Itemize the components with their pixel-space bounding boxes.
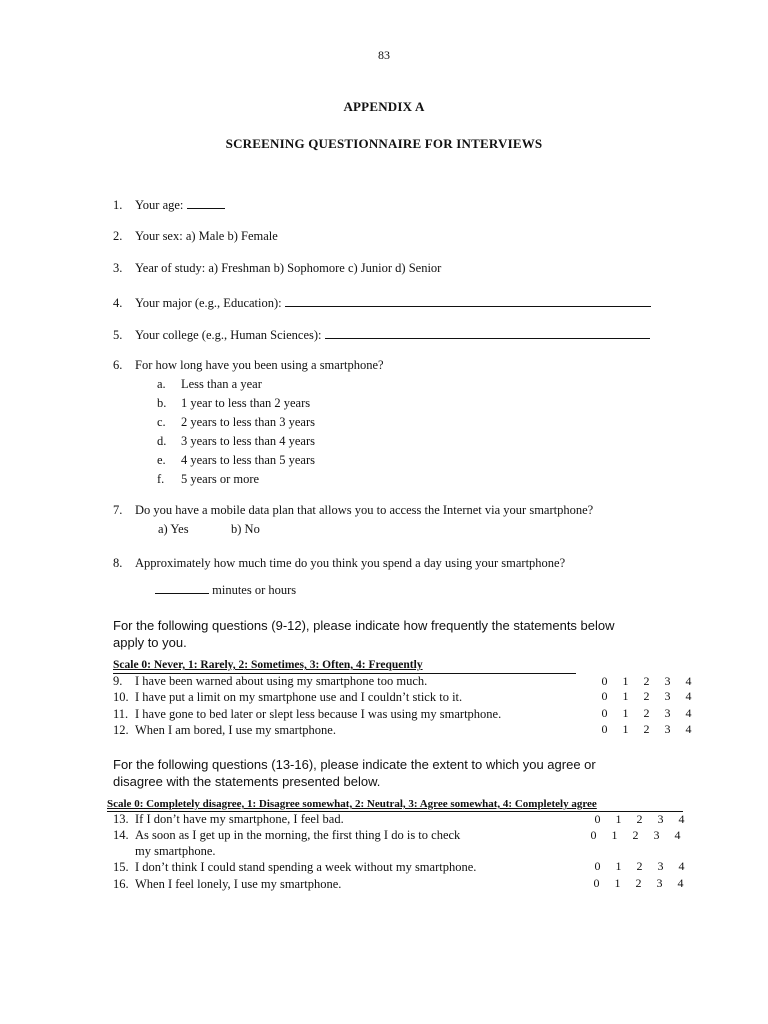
question-number: 2. — [113, 229, 123, 243]
page-number: 83 — [378, 48, 390, 62]
score-option[interactable]: 2 — [635, 876, 642, 890]
question-number: 3. — [113, 261, 123, 275]
option-no[interactable]: b) No — [231, 522, 260, 536]
score-option[interactable]: 1 — [622, 706, 629, 720]
time-answer-suffix: minutes or hours — [212, 583, 297, 597]
section1-intro: For the following questions (9-12), please indicate how frequently the statements below apply to you. — [113, 618, 615, 650]
score-option[interactable]: 3 — [664, 689, 671, 703]
section2-scale: Scale 0: Completely disagree, 1: Disagree somewhat, 2: Neutral, 3: Agree somewhat, 4: Completely agree — [107, 798, 597, 810]
item-number: 12. — [113, 723, 129, 737]
option-text: 2 years to less than 3 years — [181, 415, 315, 429]
option-item[interactable] — [157, 434, 315, 449]
item-11 — [113, 707, 501, 722]
score-options — [594, 706, 699, 721]
time-answer-line[interactable] — [155, 581, 209, 594]
question-number: 8. — [113, 556, 123, 570]
score-options — [594, 722, 699, 737]
item-text: When I feel lonely, I use my smartphone. — [135, 877, 342, 891]
item-9 — [113, 674, 427, 689]
score-option[interactable]: 4 — [674, 828, 681, 842]
option-letter: b. — [157, 396, 167, 410]
score-option[interactable]: 4 — [678, 859, 685, 873]
option-text: Less than a year — [181, 377, 262, 391]
item-number: 11. — [113, 707, 129, 721]
score-options — [583, 828, 688, 843]
score-option[interactable]: 4 — [678, 812, 685, 826]
score-option[interactable]: 1 — [615, 859, 622, 873]
section2-intro: For the following questions (13-16), please indicate the extent to which you agree or disagree with the statements presented below. — [113, 757, 596, 789]
score-option[interactable]: 0 — [594, 812, 601, 826]
section1-scale: Scale 0: Never, 1: Rarely, 2: Sometimes, 3: Often, 4: Frequently — [113, 659, 423, 671]
score-option[interactable]: 0 — [594, 859, 601, 873]
questionnaire-title: SCREENING QUESTIONNAIRE FOR INTERVIEWS — [225, 136, 543, 151]
option-item[interactable] — [157, 396, 310, 411]
question-number: 4. — [113, 296, 123, 310]
score-option[interactable]: 4 — [685, 722, 692, 736]
score-option[interactable]: 3 — [657, 812, 664, 826]
item-text: I have been warned about using my smartphone too much. — [135, 674, 428, 688]
option-text: 3 years to less than 4 years — [181, 434, 315, 448]
score-option[interactable]: 0 — [601, 706, 608, 720]
option-item[interactable] — [157, 415, 315, 430]
option-item[interactable] — [157, 453, 315, 468]
question-text: Do you have a mobile data plan that allows you to access the Internet via your smartphone? — [135, 503, 594, 517]
score-option[interactable]: 1 — [614, 876, 621, 890]
item-14-continued: my smartphone. — [135, 844, 216, 858]
score-options — [587, 812, 692, 827]
item-number: 16. — [113, 877, 129, 891]
item-number: 13. — [113, 812, 129, 826]
score-option[interactable]: 2 — [643, 674, 650, 688]
score-option[interactable]: 1 — [622, 674, 629, 688]
score-option[interactable]: 1 — [611, 828, 618, 842]
option-letter: e. — [157, 453, 166, 467]
score-option[interactable]: 2 — [636, 859, 643, 873]
option-letter: c. — [157, 415, 166, 429]
question-text: For how long have you been using a smartphone? — [135, 358, 384, 372]
question-8 — [113, 556, 565, 571]
time-answer — [155, 581, 296, 598]
question-text: Your sex: a) Male b) Female — [135, 229, 278, 243]
score-option[interactable]: 2 — [643, 689, 650, 703]
question-3 — [113, 261, 441, 276]
item-10 — [113, 690, 462, 705]
option-yes[interactable]: a) Yes — [158, 522, 189, 536]
option-item[interactable] — [157, 377, 262, 392]
score-option[interactable]: 4 — [685, 689, 692, 703]
question-number: 7. — [113, 503, 123, 517]
score-option[interactable]: 2 — [643, 706, 650, 720]
major-answer-line[interactable] — [285, 294, 651, 307]
score-option[interactable]: 1 — [615, 812, 622, 826]
question-5 — [113, 326, 650, 343]
option-text: 4 years to less than 5 years — [181, 453, 315, 467]
item-text: I don’t think I could stand spending a week without my smartphone. — [135, 860, 477, 874]
item-number: 10. — [113, 690, 129, 704]
option-item[interactable] — [157, 472, 259, 487]
score-option[interactable]: 2 — [643, 722, 650, 736]
question-1 — [113, 196, 225, 213]
question-number: 5. — [113, 328, 123, 342]
score-options — [586, 876, 691, 891]
age-answer-line[interactable] — [187, 196, 225, 209]
question-text: Your age: — [135, 198, 184, 212]
item-text: When I am bored, I use my smartphone. — [135, 723, 336, 737]
score-options — [587, 859, 692, 874]
option-text: 1 year to less than 2 years — [181, 396, 311, 410]
question-4 — [113, 294, 651, 311]
score-option[interactable]: 0 — [601, 674, 608, 688]
score-options — [594, 689, 699, 704]
score-option[interactable]: 0 — [590, 828, 597, 842]
option-letter: f. — [157, 472, 165, 486]
score-option[interactable]: 0 — [601, 722, 608, 736]
score-option[interactable]: 3 — [664, 674, 671, 688]
item-number: 15. — [113, 860, 129, 874]
option-letter: d. — [157, 434, 167, 448]
score-option[interactable]: 1 — [622, 689, 629, 703]
item-number: 14. — [113, 828, 129, 842]
score-option[interactable]: 4 — [685, 674, 692, 688]
item-15 — [113, 860, 476, 875]
score-option[interactable]: 3 — [657, 859, 664, 873]
question-text: Your college (e.g., Human Sciences): — [135, 328, 322, 342]
score-option[interactable]: 0 — [593, 876, 600, 890]
item-text: As soon as I get up in the morning, the first thing I do is to check — [135, 828, 461, 842]
question-6 — [113, 358, 384, 373]
item-text: If I don’t have my smartphone, I feel bad. — [135, 812, 344, 826]
score-option[interactable]: 4 — [685, 706, 692, 720]
score-option[interactable]: 0 — [601, 689, 608, 703]
item-13 — [113, 812, 344, 827]
question-text: Your major (e.g., Education): — [135, 296, 282, 310]
question-number: 6. — [113, 358, 123, 372]
item-text: I have put a limit on my smartphone use and I couldn’t stick to it. — [135, 690, 463, 704]
score-option[interactable]: 3 — [653, 828, 660, 842]
option-text: 5 years or more — [181, 472, 260, 486]
item-text: I have gone to bed later or slept less because I was using my smartphone. — [135, 707, 502, 721]
college-answer-line[interactable] — [325, 326, 650, 339]
question-number: 1. — [113, 198, 123, 212]
score-options — [594, 674, 699, 689]
score-option[interactable]: 2 — [632, 828, 639, 842]
question-2 — [113, 229, 278, 244]
question-text: Approximately how much time do you think you spend a day using your smartphone? — [135, 556, 566, 570]
question-7 — [113, 503, 593, 518]
score-option[interactable]: 3 — [664, 722, 671, 736]
score-option[interactable]: 3 — [664, 706, 671, 720]
score-option[interactable]: 4 — [677, 876, 684, 890]
item-14 — [113, 828, 460, 843]
score-option[interactable]: 2 — [636, 812, 643, 826]
option-letter: a. — [157, 377, 166, 391]
item-number: 9. — [113, 674, 123, 688]
appendix-title: APPENDIX A — [343, 99, 425, 114]
score-option[interactable]: 3 — [656, 876, 663, 890]
question-text: Year of study: a) Freshman b) Sophomore c) Junior d) Senior — [135, 261, 442, 275]
score-option[interactable]: 1 — [622, 722, 629, 736]
item-16 — [113, 877, 341, 892]
item-12 — [113, 723, 336, 738]
